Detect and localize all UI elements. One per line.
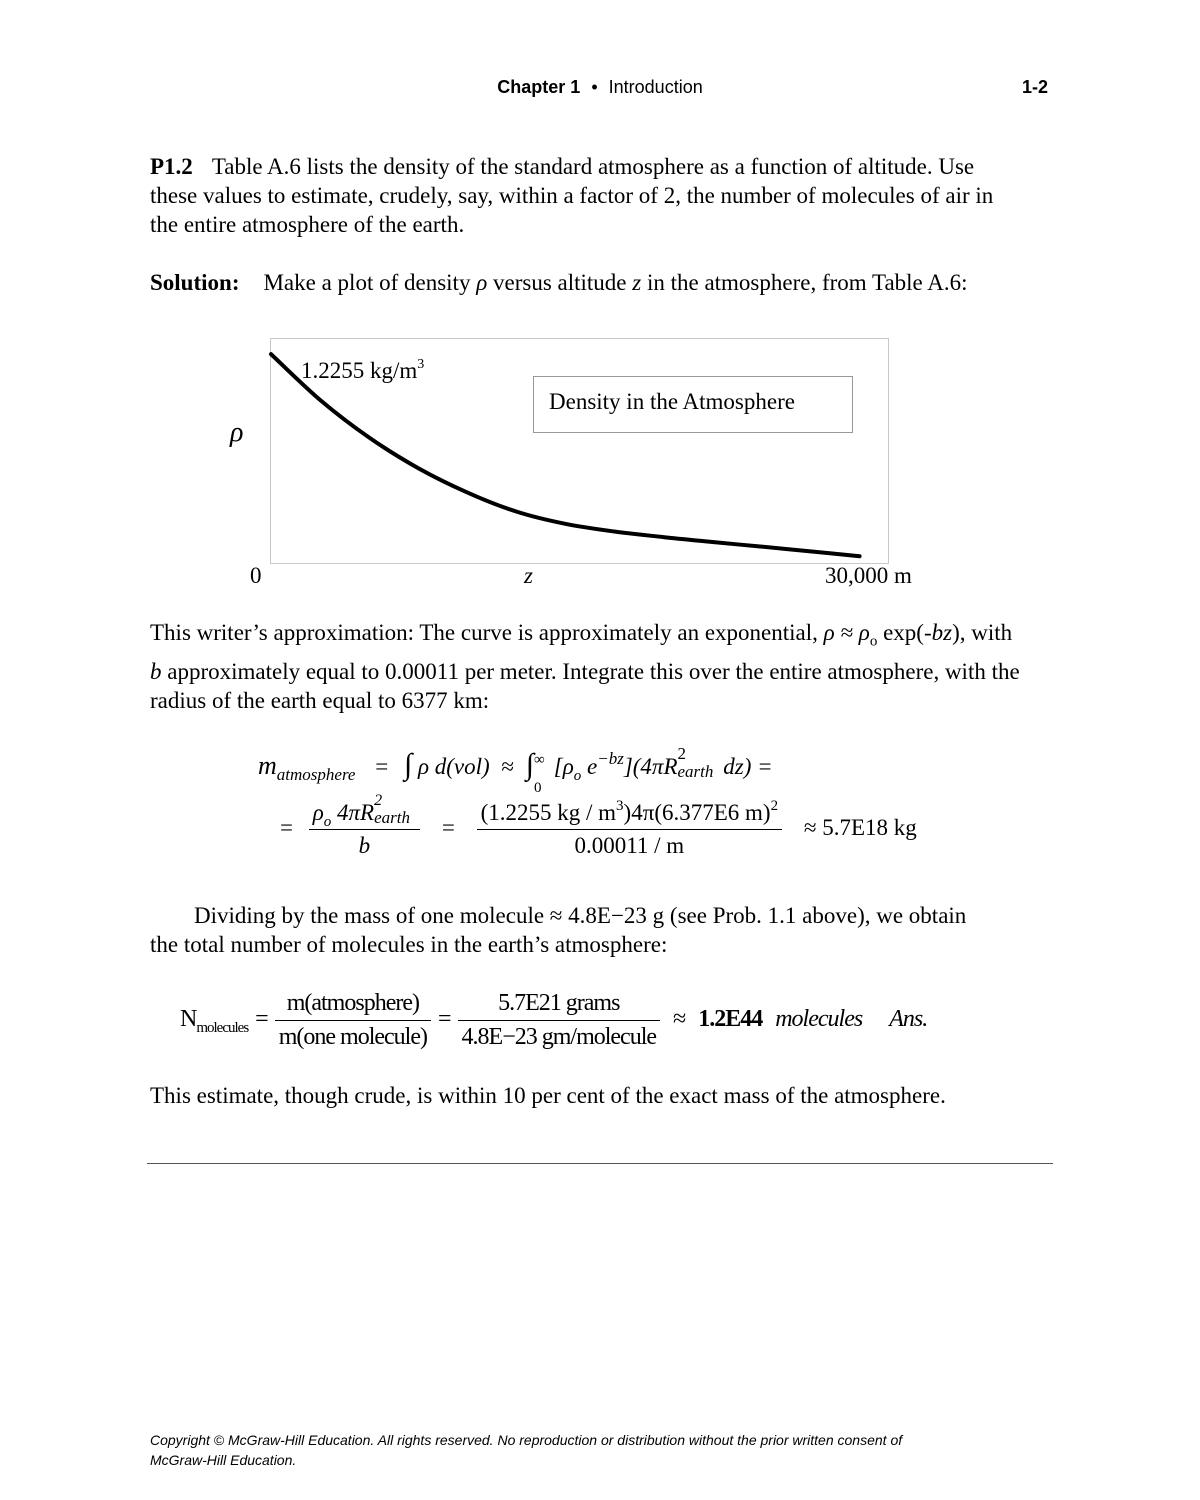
answer-value: 1.2E44 [698,1006,763,1033]
approx-line-3: radius of the earth equal to 6377 km: [150,687,490,713]
copyright-line-1: Copyright © McGraw-Hill Education. All rights reserved. No reproduction or distribution without the prior written consent of [150,1432,903,1448]
chapter-label: Chapter 1 [497,77,581,97]
problem-statement [150,152,993,239]
y-axis-label: ρ [230,417,244,448]
x-axis-end-label: 30,000 m [825,563,912,588]
solution-line: Solution: Make a plot of density ρ versus altitude z in the atmosphere, from Table A.6: [150,270,968,295]
z-symbol: z [632,270,642,295]
conclusion: This estimate, though crude, is within 10 per cent of the exact mass of the atmosphere. [150,1083,946,1108]
rho-symbol: ρ [476,270,488,295]
dividing-line-1: Dividing by the mass of one molecule ≈ 4.8E−23 g (see Prob. 1.1 above), we obtain [194,903,967,928]
problem-line-1: P1.2 Table A.6 lists the density of the standard atmosphere as a function of altitude. Use [150,154,975,179]
molecule-fraction-2: $\frac{\text{5.7E21 grams}}{\text{4.8E−23 gm/molecule}}$ [458,990,661,1051]
problem-line-3: the entire atmosphere of the earth. [150,212,465,237]
x-axis-label: z [524,563,533,588]
x-axis-start-label: 0 [250,563,262,588]
problem-label: P1.2 [150,154,193,179]
answer-label: Ans. [889,1006,928,1033]
dividing-line-2: the total number of molecules in the earth’s atmosphere: [150,932,668,957]
approx-line-2: b approximately equal to 0.00011 per meter. Integrate this over the entire atmosphere, with the [150,658,1020,684]
fraction-1: $\rho_o$ 4πR 2 earth b [309,800,420,859]
chart-title: Density in the Atmosphere [549,389,795,414]
density-annotation: 1.2255 $kg/m^3$ [301,357,425,383]
divider [147,1163,1053,1164]
copyright-footer [150,1430,902,1470]
dividing-paragraph [150,901,966,959]
solution-label: Solution: [150,270,240,295]
problem-line-2: these values to estimate, crudely, say, within a factor of 2, the number of molecules of air in [150,183,994,208]
page-header [0,77,1200,98]
copyright-line-2: McGraw-Hill Education. [150,1452,297,1468]
density-chart [0,320,1200,600]
fraction-2: $\frac{(1.2255 kg / m^3)4\pi(6.377E6 m)^2}{0.00011 / m}$ [477,800,782,859]
approx-line-1: This writer’s approximation: The curve is approximately an exponential, $\rho \approx \rho_o$ exp(-bz), with [150,620,1013,650]
section-title: Introduction [608,77,703,97]
mass-result-equation: = $\rho_o$ 4πR 2 earth b = $\frac{(1.2255 kg / m^3)4\pi(6.377E6 m)^2}{0.00011 / m}$ ≈ 5.7E18 kg [280,792,917,858]
mass-result: ≈ 5.7E18 kg [803,814,917,840]
approximation-paragraph [150,618,1020,715]
answer-unit: molecules [775,1006,863,1033]
molecule-count-equation: $N_{molecules}$ = $\frac{\text{m(atmosphere)}}{\text{m(one molecule)}}$ = $\frac{\text{5.7E21 grams}}{\text{4.8E−23 gm/molecule}}$ ≈ 1.2E44 molecules Ans. [180,990,928,1050]
page-number: 1-2 [1022,77,1049,97]
molecule-fraction-1: $\frac{\text{m(atmosphere)}}{\text{m(one molecule)}}$ [275,990,431,1051]
header-bullet: • [591,77,598,97]
mass-integral-equation: $m_{atmosphere}$ = ∫ ρ d(vol) ≈ ∫ ∞ 0 [$\rho_o$ $e^{-bz}](4\pi R$ 2 earth dz) = [258,744,773,796]
